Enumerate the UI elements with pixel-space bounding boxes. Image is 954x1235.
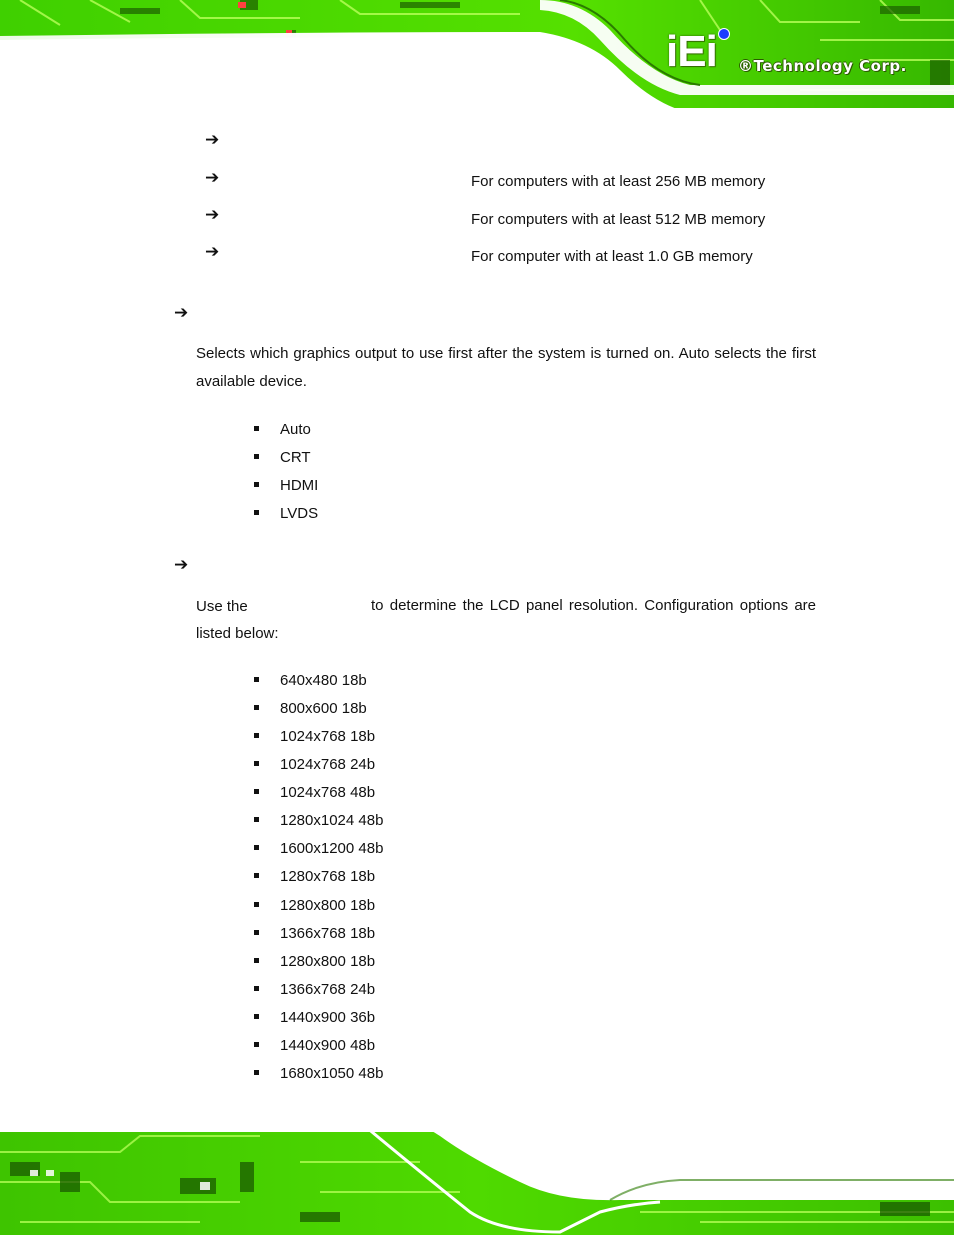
bullet-icon: [254, 510, 259, 515]
list-item: CRT: [254, 449, 311, 467]
bullet-icon: [254, 482, 259, 487]
list-item: LVDS: [254, 505, 318, 523]
list-item: [254, 953, 375, 971]
bullet-icon: [254, 817, 259, 822]
list-item-label: 1280x768 18b: [280, 868, 376, 885]
list-item: [254, 840, 383, 858]
list-item-label: 1024x768 24b: [280, 756, 376, 773]
list-item: [254, 672, 367, 690]
section-arrow-icon: ➔: [174, 303, 189, 323]
list-item: [254, 812, 383, 830]
list-item-label: 1024x768 18b: [280, 728, 376, 745]
company-logo: [666, 28, 926, 80]
memory-option-desc: For computers with at least 256 MB memory: [471, 173, 766, 190]
bullet-icon: [254, 705, 259, 710]
bullet-icon: [254, 789, 259, 794]
list-item: [254, 756, 375, 774]
memory-option-desc: For computer with at least 1.0 GB memory: [471, 248, 753, 265]
list-item-label: 640x480 18b: [280, 672, 367, 689]
list-item: [254, 868, 375, 886]
lcd-description: to determine the LCD panel resolution. Configuration options are listed below:: [196, 597, 816, 642]
bullet-icon: [254, 426, 259, 431]
logo-mark: iEi: [666, 27, 717, 76]
list-item-label: 1600x1200 48b: [280, 840, 384, 857]
list-item-label: 1024x768 48b: [280, 784, 376, 801]
list-item: [254, 925, 375, 943]
section-arrow-icon: ➔: [174, 555, 189, 575]
list-item: [254, 981, 375, 999]
bullet-icon: [254, 1014, 259, 1019]
lcd-description-start: Use the: [196, 598, 248, 615]
bullet-icon: [254, 986, 259, 991]
circuit-board-footer-graphic: [0, 1122, 954, 1235]
list-item: Auto: [254, 421, 311, 439]
bullet-icon: [254, 845, 259, 850]
list-item-label: 1440x900 36b: [280, 1009, 376, 1026]
list-item: [254, 1065, 383, 1083]
arrow-icon: ➔: [205, 205, 220, 225]
bullet-icon: [254, 958, 259, 963]
list-item: [254, 728, 375, 746]
bullet-icon: [254, 677, 259, 682]
list-item-label: 1440x900 48b: [280, 1037, 376, 1054]
list-item: [254, 784, 375, 802]
bullet-icon: [254, 1070, 259, 1075]
arrow-icon: ➔: [205, 242, 220, 262]
bullet-icon: [254, 1042, 259, 1047]
display-description: Selects which graphics output to use first after the system is turned on. Auto selects the first available device.: [196, 345, 816, 390]
list-item-label: 1366x768 24b: [280, 981, 376, 998]
memory-option-desc: For computers with at least 512 MB memory: [471, 211, 766, 228]
list-item: HDMI: [254, 477, 318, 495]
arrow-icon: ➔: [205, 130, 220, 150]
bullet-icon: [254, 454, 259, 459]
list-item: [254, 897, 375, 915]
list-item: [254, 1009, 375, 1027]
list-item-label: 1280x800 18b: [280, 953, 376, 970]
list-item-label: 1280x800 18b: [280, 897, 376, 914]
logo-subtitle: ®Technology Corp.: [738, 57, 907, 75]
logo-dot-icon: [718, 28, 730, 40]
list-item: [254, 700, 367, 718]
bullet-icon: [254, 873, 259, 878]
bullet-icon: [254, 733, 259, 738]
header-banner: [0, 0, 954, 112]
bullet-icon: [254, 761, 259, 766]
footer-banner: [0, 1122, 954, 1235]
list-item-label: 1680x1050 48b: [280, 1065, 384, 1082]
arrow-icon: ➔: [205, 168, 220, 188]
list-item-label: 1366x768 18b: [280, 925, 376, 942]
list-item-label: 1280x1024 48b: [280, 812, 384, 829]
list-item: [254, 1037, 375, 1055]
bullet-icon: [254, 930, 259, 935]
bullet-icon: [254, 902, 259, 907]
list-item-label: 800x600 18b: [280, 700, 367, 717]
